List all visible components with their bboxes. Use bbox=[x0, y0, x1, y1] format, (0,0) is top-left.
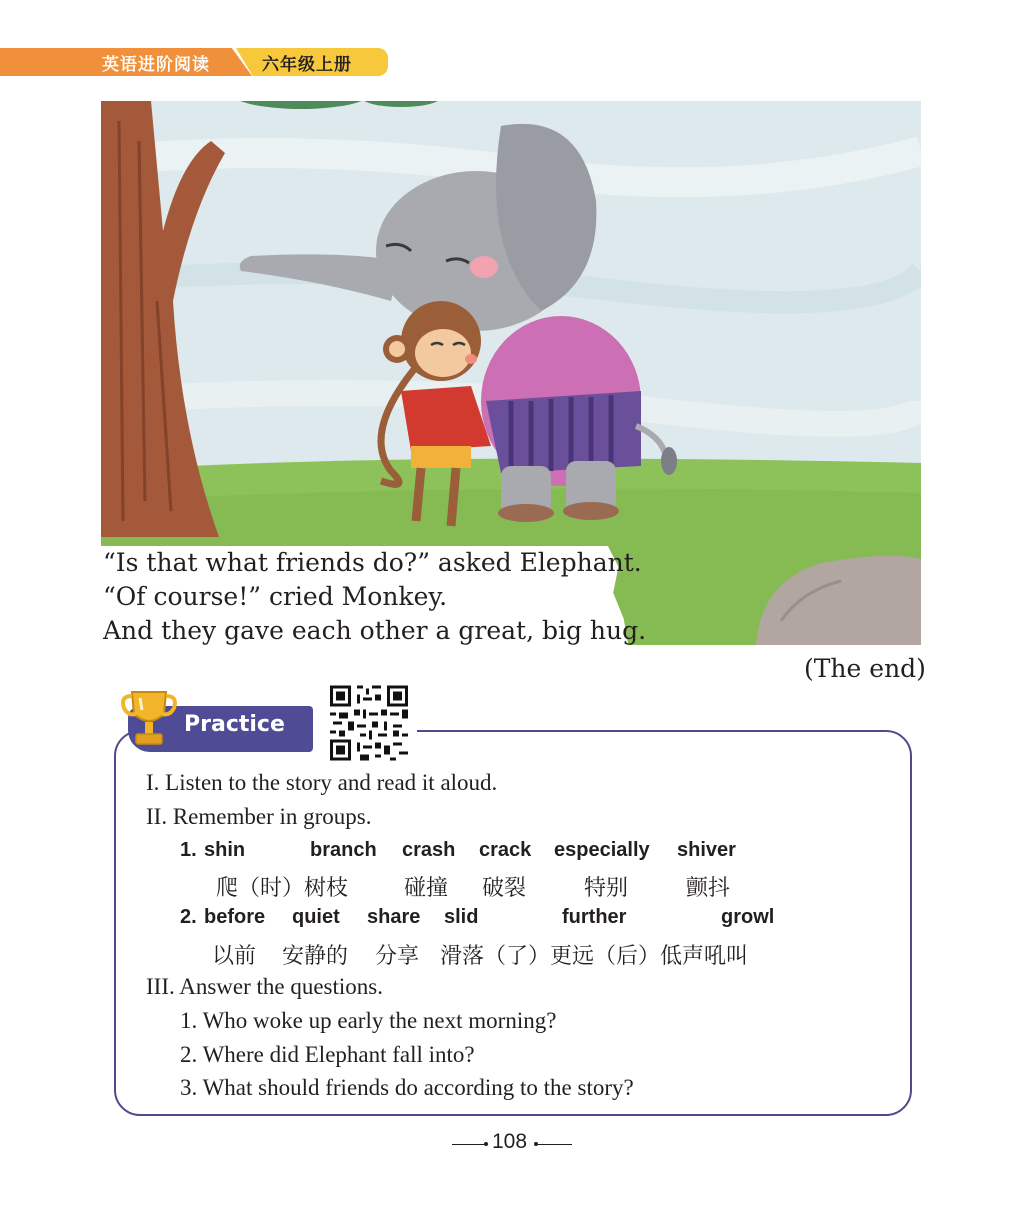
meaning-shin-branch: 爬（时）树枝 bbox=[216, 876, 349, 901]
question-2: 2. Where did Elephant fall into? bbox=[180, 1042, 475, 1067]
word-growl: growl bbox=[721, 906, 775, 928]
meaning-crash: 碰撞 bbox=[404, 876, 449, 901]
grade-label: 六年级上册 bbox=[262, 55, 352, 75]
qr-code-icon[interactable] bbox=[330, 685, 408, 765]
page-number-dot-left bbox=[484, 1142, 488, 1146]
page-number-rule-left bbox=[452, 1144, 486, 1145]
word-especially: especially bbox=[554, 839, 650, 861]
word-before: before bbox=[204, 906, 266, 928]
group1-number: 1. bbox=[180, 839, 197, 861]
word-slid: slid bbox=[444, 906, 479, 928]
meaning-quiet: 安静的 bbox=[282, 944, 349, 969]
meaning-shiver: 颤抖 bbox=[686, 876, 731, 901]
word-crash: crash bbox=[402, 839, 456, 861]
word-branch: branch bbox=[310, 839, 377, 861]
word-quiet: quiet bbox=[292, 906, 340, 928]
word-shiver: shiver bbox=[677, 839, 736, 861]
meaning-especially: 特别 bbox=[584, 876, 629, 901]
section-3: III. Answer the questions. bbox=[146, 974, 383, 999]
story-line-2: “Of course!” cried Monkey. bbox=[103, 582, 448, 611]
story-line-3: And they gave each other a great, big hug. bbox=[103, 616, 647, 645]
meaning-share: 分享 bbox=[375, 944, 420, 969]
question-1: 1. Who woke up early the next morning? bbox=[180, 1008, 557, 1033]
section-2: II. Remember in groups. bbox=[146, 804, 372, 829]
meaning-crack: 破裂 bbox=[482, 876, 527, 901]
word-shin: shin bbox=[204, 839, 246, 861]
page-number-rule-right bbox=[538, 1144, 572, 1145]
meaning-before: 以前 bbox=[212, 944, 257, 969]
meaning-slid-further-growl: 滑落（了）更远（后）低声吼叫 bbox=[440, 944, 749, 969]
section-1: I. Listen to the story and read it aloud. bbox=[146, 770, 498, 795]
question-3: 3. What should friends do according to the story? bbox=[180, 1075, 634, 1100]
story-line-1: “Is that what friends do?” asked Elephant. bbox=[103, 548, 642, 577]
group2-number: 2. bbox=[180, 906, 197, 928]
word-share: share bbox=[367, 906, 421, 928]
the-end-label: (The end) bbox=[804, 654, 926, 683]
page-number: 108 bbox=[492, 1130, 528, 1153]
practice-title: Practice bbox=[184, 712, 285, 737]
series-title: 英语进阶阅读 bbox=[102, 55, 210, 75]
word-crack: crack bbox=[479, 839, 532, 861]
word-further: further bbox=[562, 906, 627, 928]
trophy-icon bbox=[120, 684, 178, 754]
